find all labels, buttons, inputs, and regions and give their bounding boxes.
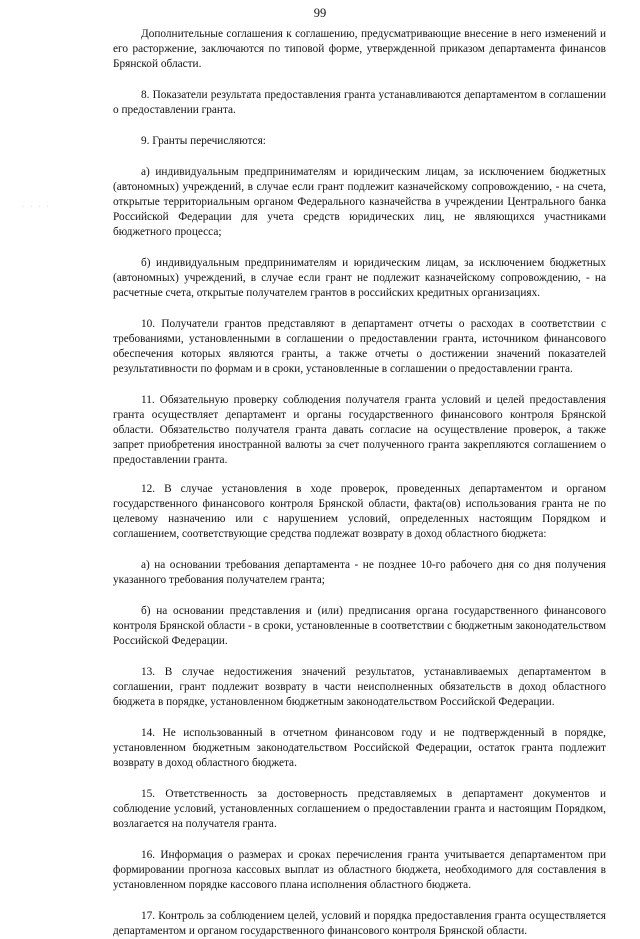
paragraph-12: 12. В случае установления в ходе проверок, проведенных департаментом и органом государственного финансового контроля Брянской области, факта(ов) использования гранта не по целевому назначению или с нарушением условий, определенных настоящим Порядком и соглашением, соответствующие средства подлежат возврату в доход областного бюджета: <box>113 483 606 540</box>
paragraph-17: 17. Контроль за соблюдением целей, условий и порядка предоставления гранта осуществляется департаментом и органом государственного финансового контроля Брянской области. <box>113 910 606 937</box>
paragraph-12b: б) на основании представления и (или) предписания органа государственного финансового контроля Брянской области - в сроки, установленные в соответствии с бюджетным законодательством Российской Федерации. <box>113 605 606 647</box>
paragraph-12a: а) на основании требования департамента - не позднее 10-го рабочего дня со дня получения указанного требования получателем гранта; <box>113 559 606 586</box>
page-number: 99 <box>313 6 327 20</box>
paragraph-agreements: Дополнительные соглашения к соглашению, предусматривающие внесение в него изменений и его расторжение, заключаются по типовой форме, утвержденной приказом департамента финансов Брянской области. <box>113 28 606 70</box>
paragraph-14: 14. Не использованный в отчетном финансовом году и не подтвержденный в порядке, установленном бюджетным законодательством Российской Федерации, остаток гранта подлежит возврату в доход областного бюджета. <box>113 727 606 769</box>
paragraph-13: 13. В случае недостижения значений результатов, устанавливаемых департаментом в соглашении, грант подлежит возврату в части неисполненных обязательств в доход областного бюджета в порядке, установленном бюджетным законодательством Российской Федерации. <box>113 666 606 708</box>
paragraph-9b: б) индивидуальным предпринимателям и юридическим лицам, за исключением бюджетных (автономных) учреждений, в случае если грант не подлежит казначейскому сопровождению, - на расчетные счета, открытые получателем грантов в российских кредитных организациях. <box>113 257 606 299</box>
paragraph-15: 15. Ответственность за достоверность представляемых в департамент документов и соблюдение условий, установленных соглашением о предоставлении гранта и настоящим Порядком, возлагается на получателя гранта. <box>113 788 606 830</box>
document-body <box>113 27 606 939</box>
paragraph-10: 10. Получатели грантов представляют в департамент отчеты о расходах в соответствии с требованиями, установленными в соглашении о предоставлении гранта, источником финансового обеспечения которых являются гранты, а также отчеты о достижении значений показателей результативности по формам и в сроки, установленные в соглашении о предоставлении гранта. <box>113 318 606 375</box>
paragraph-8: 8. Показатели результата предоставления гранта устанавливаются департаментом в соглашении о предоставлении гранта. <box>113 89 606 116</box>
paragraph-16: 16. Информация о размерах и сроках перечисления гранта учитывается департаментом при формировании прогноза кассовых выплат из областного бюджета, необходимого для составления в установленном порядке кассового плана исполнения областного бюджета. <box>113 849 606 891</box>
paragraph-9: 9. Гранты перечисляются: <box>141 135 266 147</box>
paragraph-11: 11. Обязательную проверку соблюдения получателя гранта условий и целей предоставления гранта осуществляет департамент и органы государственного финансового контроля Брянской области. Обязательство получателя гранта давать согласие на осуществление проверок, а также запрет приобретения иностранной валюты за счет полученного гранта закрепляются соглашением о предоставлении гранта. <box>113 394 606 466</box>
scan-mark: · · · · <box>22 203 51 211</box>
paragraph-9a: а) индивидуальным предпринимателям и юридическим лицам, за исключением бюджетных (автономных) учреждений, в случае если грант подлежит казначейскому сопровождению, - на счета, открытые территориальным органом Федерального казначейства в учреждении Центрального банка Российской Федерации для учета средств юридических лиц, не являющихся участниками бюджетного процесса; <box>113 166 606 238</box>
